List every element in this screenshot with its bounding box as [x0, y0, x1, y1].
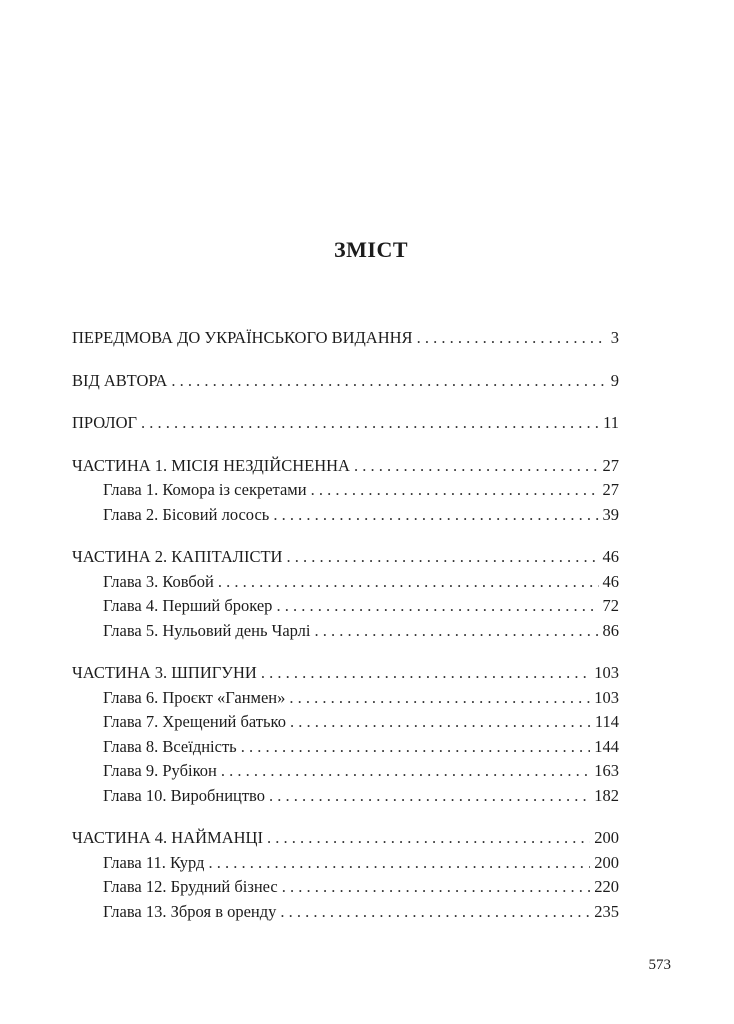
dot-leader	[267, 826, 590, 851]
toc-entry-chapter-10[interactable]	[72, 784, 619, 809]
dot-leader	[286, 545, 598, 570]
dot-leader	[241, 735, 591, 760]
toc-entry-label: Глава 4. Перший брокер	[103, 596, 273, 615]
table-of-contents	[72, 326, 619, 924]
dot-leader	[273, 503, 598, 528]
toc-entry-label: Глава 3. Ковбой	[103, 571, 214, 591]
toc-entry-chapter-6[interactable]	[72, 686, 619, 711]
toc-entry-label: ВІД АВТОРА	[72, 370, 168, 390]
dot-leader	[218, 570, 599, 595]
toc-entry-label: Глава 12. Брудний бізнес	[103, 877, 278, 896]
dot-leader	[417, 326, 607, 351]
toc-entry-page: 114	[594, 712, 619, 731]
dot-leader	[354, 454, 599, 479]
page-title: ЗМІСТ	[334, 237, 408, 262]
toc-entry-part-4[interactable]	[72, 826, 619, 851]
toc-entry-page: 144	[594, 736, 619, 756]
toc-entry-chapter-9[interactable]	[72, 759, 619, 784]
toc-entry-chapter-1[interactable]	[72, 478, 619, 503]
toc-entry-chapter-4[interactable]	[72, 594, 619, 619]
dot-leader	[269, 784, 590, 809]
toc-entry-prologue[interactable]	[72, 411, 619, 436]
toc-entry-page: 163	[594, 761, 619, 780]
toc-entry-chapter-7[interactable]	[72, 710, 619, 735]
toc-entry-part-1[interactable]	[72, 454, 619, 479]
toc-entry-page: 27	[602, 455, 619, 475]
toc-entry-label: Глава 5. Нульовий день Чарлі	[103, 620, 311, 640]
toc-entry-page: 235	[594, 901, 619, 921]
toc-entry-label: Глава 8. Всеїдність	[103, 736, 237, 756]
toc-entry-page: 182	[594, 785, 619, 805]
toc-entry-page: 200	[594, 852, 619, 872]
toc-entry-page: 9	[610, 370, 619, 390]
toc-entry-label: Глава 2. Бісовий лосось	[103, 504, 270, 524]
toc-entry-label: ЧАСТИНА 4. НАЙМАНЦІ	[72, 828, 263, 847]
dot-leader	[171, 369, 606, 394]
dot-leader	[208, 851, 590, 876]
toc-entry-page: 86	[602, 620, 619, 640]
toc-entry-label: Глава 6. Проєкт «Ганмен»	[103, 687, 286, 707]
dot-leader	[276, 594, 598, 619]
toc-entry-page: 46	[602, 547, 619, 566]
toc-entry-chapter-8[interactable]	[72, 735, 619, 760]
dot-leader	[289, 686, 590, 711]
toc-entry-chapter-3[interactable]	[72, 570, 619, 595]
toc-entry-page: 200	[594, 828, 619, 847]
toc-entry-page: 46	[602, 571, 619, 591]
dot-leader	[261, 661, 590, 686]
toc-entry-chapter-11[interactable]	[72, 851, 619, 876]
dot-leader	[315, 619, 599, 644]
toc-entry-label: Глава 11. Курд	[103, 852, 205, 872]
dot-leader	[141, 411, 599, 436]
toc-entry-page: 72	[602, 596, 619, 615]
toc-entry-part-2[interactable]	[72, 545, 619, 570]
toc-entry-chapter-2[interactable]	[72, 503, 619, 528]
toc-entry-page: 27	[602, 480, 619, 499]
toc-entry-label: ЧАСТИНА 3. ШПИГУНИ	[72, 663, 257, 682]
toc-entry-preface[interactable]	[72, 326, 619, 351]
toc-entry-chapter-13[interactable]	[72, 900, 619, 925]
toc-entry-from-author[interactable]	[72, 369, 619, 394]
dot-leader	[280, 900, 590, 925]
toc-entry-page: 3	[610, 328, 619, 347]
toc-entry-label: Глава 10. Виробництво	[103, 785, 265, 805]
toc-entry-label: Глава 1. Комора із секретами	[103, 480, 307, 499]
toc-entry-chapter-12[interactable]	[72, 875, 619, 900]
dot-leader	[282, 875, 591, 900]
toc-entry-part-3[interactable]	[72, 661, 619, 686]
toc-entry-page: 11	[603, 413, 619, 432]
toc-entry-label: ПЕРЕДМОВА ДО УКРАЇНСЬКОГО ВИДАННЯ	[72, 328, 413, 347]
toc-entry-chapter-5[interactable]	[72, 619, 619, 644]
toc-entry-label: Глава 7. Хрещений батько	[103, 712, 286, 731]
toc-entry-page: 220	[594, 877, 619, 896]
toc-entry-label: ЧАСТИНА 1. МІСІЯ НЕЗДІЙСНЕННА	[72, 455, 350, 475]
toc-entry-label: ПРОЛОГ	[72, 413, 138, 432]
toc-entry-label: ЧАСТИНА 2. КАПІТАЛІСТИ	[72, 547, 283, 566]
toc-entry-page: 103	[594, 687, 619, 707]
dot-leader	[311, 478, 599, 503]
toc-entry-label: Глава 13. Зброя в оренду	[103, 901, 277, 921]
toc-entry-page: 103	[594, 663, 619, 682]
toc-entry-label: Глава 9. Рубікон	[103, 761, 217, 780]
toc-entry-page: 39	[602, 504, 619, 524]
dot-leader	[290, 710, 591, 735]
page-number: 573	[648, 957, 671, 973]
dot-leader	[221, 759, 590, 784]
